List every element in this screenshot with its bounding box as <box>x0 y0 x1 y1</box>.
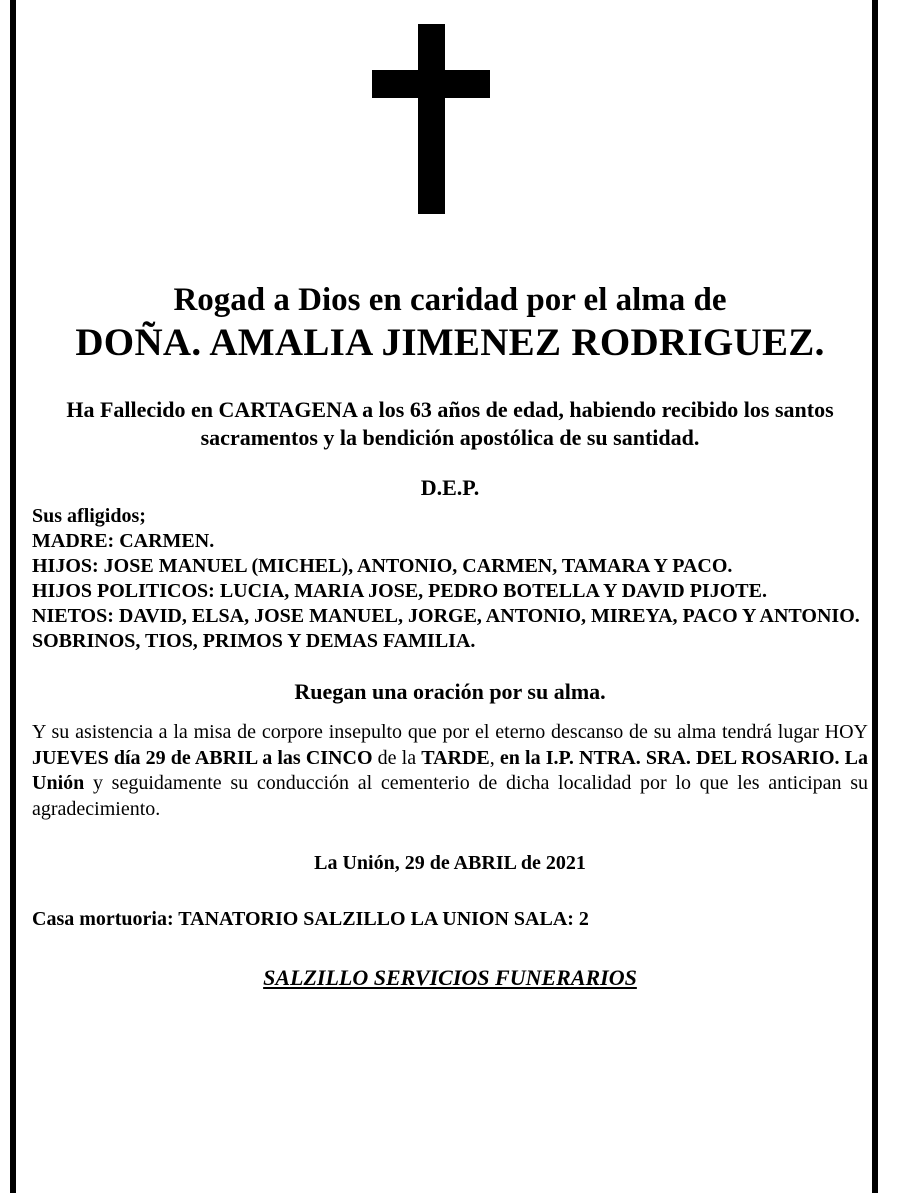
family-intro: Sus afligidos; <box>32 505 146 527</box>
cross-vertical-bar <box>418 24 445 214</box>
mass-details <box>32 720 868 822</box>
cross-icon <box>0 0 900 220</box>
deceased-name: DOÑA. AMALIA JIMENEZ RODRIGUEZ. <box>75 321 825 364</box>
family-children: HIJOS: JOSE MANUEL (MICHEL), ANTONIO, CARMEN, TAMARA Y PACO. <box>32 555 733 577</box>
family-list <box>32 504 868 654</box>
death-announcement: Ha Fallecido en CARTAGENA a los 63 años de edad, habiendo recibido los santos sacramentos y la bendición apostólica de su santidad. <box>66 397 834 450</box>
mass-time-of-day: TARDE <box>421 746 490 769</box>
funeral-home-name: SALZILLO SERVICIOS FUNERARIOS <box>263 965 637 990</box>
mass-text-2: de la <box>372 746 422 769</box>
heading-line-1: Rogad a Dios en caridad por el alma de <box>173 282 727 318</box>
family-mother: MADRE: CARMEN. <box>32 530 215 552</box>
dep-line: D.E.P. <box>420 475 480 500</box>
mass-location: en la I.P. NTRA. SRA. DEL ROSARIO. La Unión <box>32 746 868 794</box>
mass-text-4: y seguidamente su conducción al cementerio de dicha localidad por lo que les anticipan su agradecimiento. <box>32 772 868 820</box>
family-grandchildren: NIETOS: DAVID, ELSA, JOSE MANUEL, JORGE, ANTONIO, MIREYA, PACO Y ANTONIO. <box>32 605 860 627</box>
prayer-request: Ruegan una oración por su alma. <box>294 679 606 704</box>
family-others: SOBRINOS, TIOS, PRIMOS Y DEMAS FAMILIA. <box>32 630 476 652</box>
mass-text-1: Y su asistencia a la misa de corpore insepulto que por el eterno descanso de su alma tendrá lugar HOY <box>32 721 868 743</box>
mass-date-time: JUEVES día 29 de ABRIL a las CINCO <box>32 746 373 769</box>
cross-horizontal-bar <box>372 70 490 98</box>
mass-text-3: , <box>489 746 500 769</box>
obituary-content <box>32 270 868 992</box>
place-and-date: La Unión, 29 de ABRIL de 2021 <box>314 852 586 874</box>
casa-mortuoria: Casa mortuoria: TANATORIO SALZILLO LA UNION SALA: 2 <box>32 908 589 930</box>
family-in-laws: HIJOS POLITICOS: LUCIA, MARIA JOSE, PEDRO BOTELLA Y DAVID PIJOTE. <box>32 580 767 602</box>
